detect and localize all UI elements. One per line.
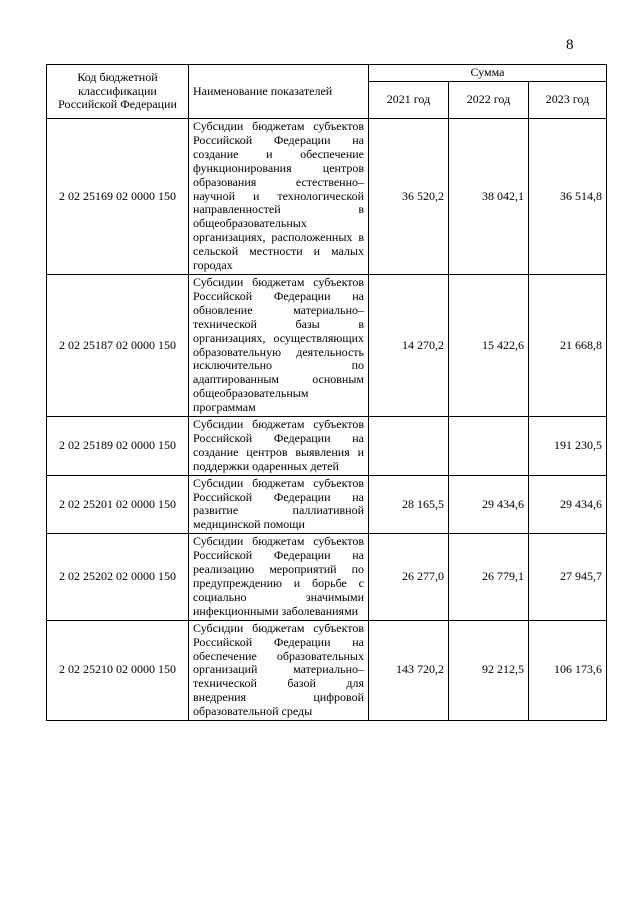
amount-2022-cell: 38 042,1 [449,119,529,275]
table-row [47,620,607,720]
indicator-name-cell: Субсидии бюджетам субъектов Российской Федерации на создание и обеспечение функционирования центров образования естественно–научной и технологической направленностей в общеобразовательных организациях, расположенных в сельской местности и малых городах [189,119,369,275]
amount-2021-cell: 14 270,2 [369,274,449,416]
amount-2023-cell: 29 434,6 [529,475,607,534]
table-row [47,274,607,416]
table-row [47,534,607,620]
amount-2022-cell: 92 212,5 [449,620,529,720]
amount-2021-cell: 36 520,2 [369,119,449,275]
indicator-name-cell: Субсидии бюджетам субъектов Российской Федерации на обновление материально–технической базы в организациях, осуществляющих образовательную деятельность исключительно по адаптированным основным общеобразовательным программам [189,274,369,416]
amount-2023-cell: 36 514,8 [529,119,607,275]
indicator-name-cell: Субсидии бюджетам субъектов Российской Федерации на развитие паллиативной медицинской помощи [189,475,369,534]
budget-code-cell: 2 02 25202 02 0000 150 [47,534,189,620]
budget-code-cell: 2 02 25201 02 0000 150 [47,475,189,534]
header-year-2021: 2021 год [369,82,449,119]
table-row [47,417,607,476]
amount-2021-cell: 143 720,2 [369,620,449,720]
amount-2021-cell: 28 165,5 [369,475,449,534]
budget-code-cell: 2 02 25210 02 0000 150 [47,620,189,720]
table-row [47,119,607,275]
budget-code-cell: 2 02 25189 02 0000 150 [47,417,189,476]
amount-2023-cell: 191 230,5 [529,417,607,476]
page-number: 8 [566,37,574,53]
header-code: Код бюджетной классификации Российской Федерации [47,65,189,119]
header-sum: Сумма [369,65,607,82]
amount-2021-cell: 26 277,0 [369,534,449,620]
header-year-2022: 2022 год [449,82,529,119]
amount-2023-cell: 106 173,6 [529,620,607,720]
budget-table [46,64,607,721]
amount-2023-cell: 27 945,7 [529,534,607,620]
budget-code-cell: 2 02 25187 02 0000 150 [47,274,189,416]
amount-2022-cell: 29 434,6 [449,475,529,534]
indicator-name-cell: Субсидии бюджетам субъектов Российской Федерации на реализацию мероприятий по предупреждению и борьбе с социально значимыми инфекционными заболеваниями [189,534,369,620]
amount-2022-cell: 26 779,1 [449,534,529,620]
indicator-name-cell: Субсидии бюджетам субъектов Российской Федерации на создание центров выявления и поддержки одаренных детей [189,417,369,476]
indicator-name-cell: Субсидии бюджетам субъектов Российской Федерации на обеспечение образовательных организаций материально–технической базой для внедрения цифровой образовательной среды [189,620,369,720]
amount-2022-cell [449,417,529,476]
budget-code-cell: 2 02 25169 02 0000 150 [47,119,189,275]
table-row [47,475,607,534]
amount-2021-cell [369,417,449,476]
amount-2022-cell: 15 422,6 [449,274,529,416]
header-name: Наименование показателей [189,65,369,119]
amount-2023-cell: 21 668,8 [529,274,607,416]
header-year-2023: 2023 год [529,82,607,119]
